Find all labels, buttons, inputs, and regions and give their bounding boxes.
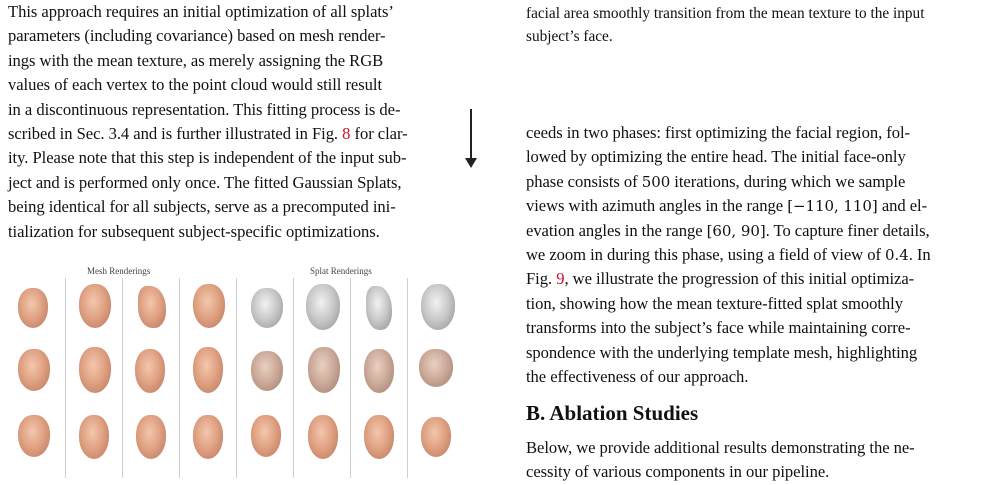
text-line: values of each vertex to the point cloud would still result [8,75,383,95]
face-render [79,347,111,393]
text-line: lowed by optimizing the entire head. The initial face-only [526,147,906,167]
face-render [193,347,223,393]
text-line: we zoom in during this phase, using a field of view of 0.4. In [526,245,931,265]
face-render [135,349,165,393]
left-column [8,0,484,244]
left-paragraph [8,0,484,244]
face-render [79,284,111,328]
right-paragraph [526,121,996,389]
figure-caption-tail: facial area smoothly transition from the mean texture to the input subject’s face. [526,5,925,45]
face-render [18,415,50,457]
grid-divider [122,278,123,478]
grid-divider [293,278,294,478]
text-line: the effectiveness of our approach. [526,367,749,387]
text-line: ity. Please note that this step is independent of the input sub- [8,148,407,168]
figure-label-mesh: Mesh Renderings [87,266,151,276]
text-line: views with azimuth angles in the range [−110, 110] and el- [526,196,928,216]
face-render [138,286,166,328]
face-render [366,286,392,330]
text-line: transforms into the subject’s face while maintaining corre- [526,318,911,338]
figure-label-splat: Splat Renderings [310,266,372,276]
text-line: tion, showing how the mean texture-fitted splat smoothly [526,293,903,313]
grid-divider [179,278,180,478]
text-line: evation angles in the range [60, 90]. To capture finer details, [526,220,930,240]
text-line: tialization for subsequent subject-specific optimizations. [8,221,380,241]
face-render [308,347,340,393]
text-line: ceeds in two phases: first optimizing the facial region, fol- [526,123,911,142]
face-render [364,349,394,393]
face-render [308,415,338,459]
text-line: parameters (including covariance) based on mesh render- [8,26,386,46]
grid-divider [407,278,408,478]
face-render [421,284,455,330]
face-render [251,415,281,457]
figure-8-link[interactable]: 8 [342,124,351,144]
grid-divider [236,278,237,478]
face-render [136,415,166,459]
section-heading: B. Ablation Studies [526,401,699,425]
figure-8 [8,266,486,484]
grid-divider [350,278,351,478]
text-line: ject and is performed only once. The fitted Gaussian Splats, [8,172,402,192]
text-line: scribed in Sec. 3.4 and is further illustrated in Fig. 8 for clar- [8,124,408,144]
down-arrow-head-icon [465,158,477,168]
text-line: Fig. 9, we illustrate the progression of this initial optimiza- [526,269,915,289]
text-line: This approach requires an initial optimization of all splats’ [8,2,394,21]
face-render [251,351,283,391]
down-arrow-icon [470,109,472,161]
face-render [419,349,453,387]
text-line: in a discontinuous representation. This fitting process is de- [8,99,401,119]
text-line: cessity of various components in our pipeline. [526,462,830,482]
text-line: ings with the mean texture, as merely assigning the RGB [8,50,384,70]
face-render [193,415,223,459]
face-render [364,415,394,459]
text-line: Below, we provide additional results demonstrating the ne- [526,438,915,457]
text-line: being identical for all subjects, serve as a precomputed ini- [8,197,396,217]
text-line: spondence with the underlying template mesh, highlighting [526,342,918,362]
face-render [18,349,50,391]
ablation-paragraph [526,436,996,485]
face-render [306,284,340,330]
grid-divider [65,278,66,478]
face-render [193,284,225,328]
face-render [421,417,451,457]
face-render [18,288,48,328]
face-render [79,415,109,459]
figure-9-link[interactable]: 9 [556,269,565,289]
text-line: phase consists of 500 iterations, during which we sample [526,171,906,191]
face-render [251,288,283,328]
